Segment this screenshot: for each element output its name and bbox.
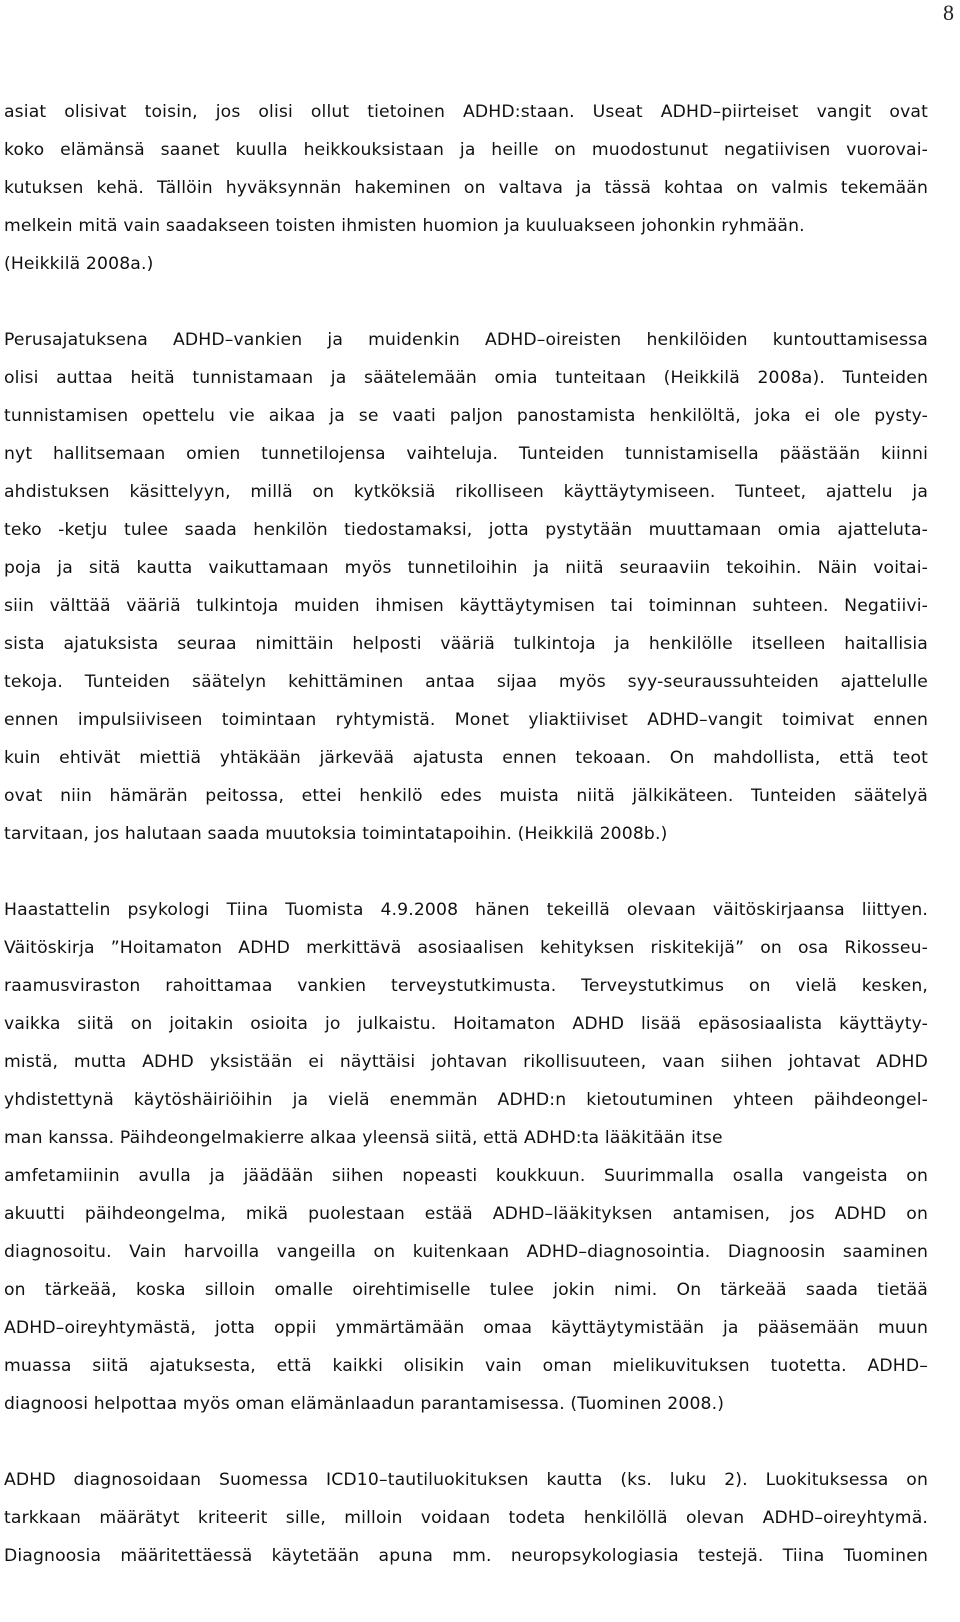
- text-line: kuin ehtivät miettiä yhtäkään järkevää ajatusta ennen tekoaan. On mahdollista, että teot: [4, 748, 928, 768]
- text-line: Diagnoosia määritettäessä käytetään apuna mm. neuropsykologiasia testejä. Tiina Tuominen: [4, 1546, 928, 1566]
- text-line: ADHD diagnosoidaan Suomessa ICD10–tautiluokituksen kautta (ks. luku 2). Luokituksessa on: [4, 1470, 928, 1490]
- text-line: nyt hallitsemaan omien tunnetilojensa vaihteluja. Tunteiden tunnistamisella päästään kiinni: [4, 444, 928, 464]
- text-line: akuutti päihdeongelma, mikä puolestaan estää ADHD–lääkityksen antamisen, jos ADHD on: [4, 1204, 928, 1224]
- text-line: olisi auttaa heitä tunnistamaan ja säätelemään omia tunteitaan (Heikkilä 2008a). Tunteiden: [4, 368, 928, 388]
- text-line: man kanssa. Päihdeongelmakierre alkaa yleensä siitä, että ADHD:ta lääkitään itse: [4, 1128, 723, 1148]
- text-line: siin välttää vääriä tulkintoja muiden ihmisen käyttäytymisen tai toiminnan suhteen. Negatiivi-: [4, 596, 928, 616]
- paragraph-icd10-diagnosis: [4, 1461, 928, 1575]
- text-line: Väitöskirja ”Hoitamaton ADHD merkittävä asosiaalisen kehityksen riskitekijä” on osa Rikosseu-: [4, 938, 928, 958]
- text-line: tekoja. Tunteiden säätelyn kehittäminen antaa sijaa myös syy-seuraussuhteiden ajattelulle: [4, 672, 928, 692]
- text-line: tunnistamisen opettelu vie aikaa ja se vaati paljon panostamista henkilöltä, joka ei ole pysty-: [4, 406, 928, 426]
- text-line: yhdistettynä käytöshäiriöihin ja vielä enemmän ADHD:n kietoutuminen yhteen päihdeongel-: [4, 1090, 928, 1110]
- text-line: diagnosoitu. Vain harvoilla vangeilla on kuitenkaan ADHD–diagnosointia. Diagnoosin saaminen: [4, 1242, 928, 1262]
- text-line: sista ajatuksista seuraa nimittäin helposti vääriä tulkintoja ja henkilölle itselleen haitallisia: [4, 634, 928, 654]
- paragraph-heikkila-negative-cycle: [4, 93, 928, 283]
- text-line: ahdistuksen käsittelyyn, millä on kytköksiä rikolliseen käyttäytymiseen. Tunteet, ajattelu ja: [4, 482, 928, 502]
- text-line: kutuksen kehä. Tällöin hyväksynnän hakeminen on valtava ja tässä kohtaa on valmis tekemään: [4, 178, 928, 198]
- text-line: mistä, mutta ADHD yksistään ei näyttäisi johtavan rikollisuuteen, vaan siihen johtavat ADHD: [4, 1052, 928, 1072]
- text-line: tarvitaan, jos halutaan saada muutoksia toimintatapoihin. (Heikkilä 2008b.): [4, 824, 668, 844]
- text-line: koko elämänsä saanet kuulla heikkouksistaan ja heille on muodostunut negatiivisen vuorovai-: [4, 140, 928, 160]
- text-line: asiat olisivat toisin, jos olisi ollut tietoinen ADHD:staan. Useat ADHD–piirteiset vangit ovat: [4, 102, 928, 122]
- text-line: (Heikkilä 2008a.): [4, 254, 154, 274]
- text-line: ennen impulsiiviseen toimintaan ryhtymistä. Monet yliaktiiviset ADHD–vangit toimivat ennen: [4, 710, 928, 730]
- text-line: ADHD–oireyhtymästä, jotta oppii ymmärtämään omaa käyttäytymistään ja pääsemään muun: [4, 1318, 928, 1338]
- document-body: [4, 93, 928, 1575]
- paragraph-rehabilitation: [4, 321, 928, 853]
- text-line: amfetamiinin avulla ja jäädään siihen nopeasti koukkuun. Suurimmalla osalla vangeista on: [4, 1166, 928, 1186]
- text-line: melkein mitä vain saadakseen toisten ihmisten huomion ja kuuluakseen johonkin ryhmään.: [4, 216, 805, 236]
- text-line: teko -ketju tulee saada henkilön tiedostamaksi, jotta pystytään muuttamaan omia ajatteluta-: [4, 520, 928, 540]
- text-line: vaikka siitä on joitakin osioita jo julkaistu. Hoitamaton ADHD lisää epäsosiaalista käyttäyty-: [4, 1014, 928, 1034]
- text-line: tarkkaan määrätyt kriteerit sille, milloin voidaan todeta henkilöllä olevan ADHD–oireyhtymä.: [4, 1508, 928, 1528]
- text-line: on tärkeää, koska silloin omalle oirehtimiselle tulee jokin nimi. On tärkeää saada tietää: [4, 1280, 928, 1300]
- text-line: Perusajatuksena ADHD–vankien ja muidenkin ADHD–oireisten henkilöiden kuntouttamisessa: [4, 330, 928, 350]
- text-line: diagnoosi helpottaa myös oman elämänlaadun parantamisessa. (Tuominen 2008.): [4, 1394, 725, 1414]
- text-line: Haastattelin psykologi Tiina Tuomista 4.9.2008 hänen tekeillä olevaan väitöskirjaansa liittyen.: [4, 900, 928, 920]
- text-line: ovat niin hämärän peitossa, ettei henkilö edes muista niitä jälkikäteen. Tunteiden säätelyä: [4, 786, 928, 806]
- text-line: raamusviraston rahoittamaa vankien terveystutkimusta. Terveystutkimus on vielä kesken,: [4, 976, 928, 996]
- page-number: 8: [943, 0, 954, 25]
- text-line: poja ja sitä kautta vaikuttamaan myös tunnetiloihin ja niitä seuraaviin tekoihin. Näin voitai-: [4, 558, 928, 578]
- paragraph-tuominen-interview: [4, 891, 928, 1423]
- text-line: muassa siitä ajatuksesta, että kaikki olisikin vain oman mielikuvituksen tuotetta. ADHD–: [4, 1356, 928, 1376]
